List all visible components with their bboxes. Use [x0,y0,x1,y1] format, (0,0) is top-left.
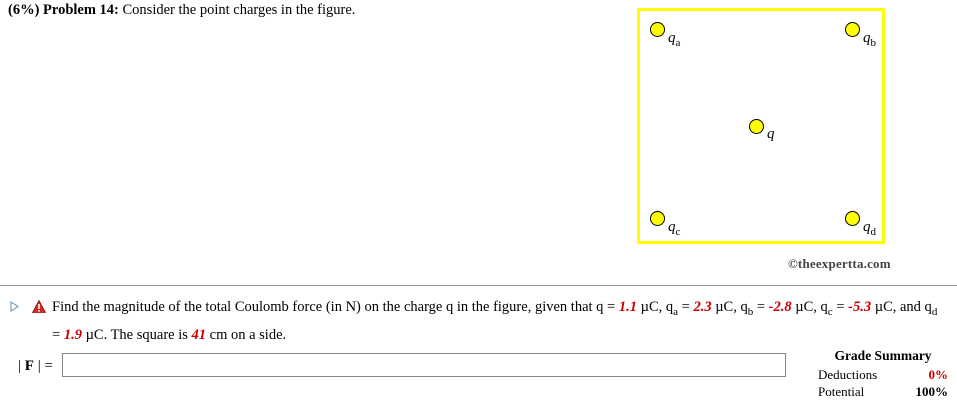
answer-input[interactable] [62,353,786,377]
warning-icon[interactable] [32,300,46,313]
problem-text: Consider the point charges in the figure. [122,2,356,18]
answer-label-symbol: F [24,358,34,374]
grade-row-deductions [818,366,948,383]
value-side: 41 [191,326,207,343]
grade-summary-title: Grade Summary [834,348,932,363]
charge-label-qc: $q_c$ [668,219,681,238]
unit-after-qa: µC, q [711,299,748,315]
charge-dot-qa [650,22,665,37]
value-qc: -5.3 [848,299,872,315]
charge-sub-qc: c [675,226,681,238]
unit-after-qd: µC. The square is [81,326,192,343]
problem-statement [8,2,355,19]
grade-value-deductions: 0% [928,367,948,382]
value-qb: -2.8 [768,299,792,315]
charge-dot-qc [650,211,665,226]
question-lead: Find the magnitude of the total Coulomb force (in N) on the charge q in the figure, given that q = [52,299,619,315]
charge-sub-qa: a [675,37,681,49]
sub-qd: d [931,305,938,318]
grade-key-potential: Potential [818,384,865,399]
answer-label-pre: | [18,358,25,374]
grade-key-deductions: Deductions [818,367,878,382]
unit-after-q: µC, q [636,299,674,315]
question-prompt [52,296,947,347]
charge-label-qb: $q_b$ [863,30,876,49]
play-triangle-icon[interactable] [10,301,19,312]
question-icons [10,300,56,316]
charge-sub-qd: d [870,226,876,238]
sub-qa: a [673,305,679,318]
unit-after-qb: µC, q [791,299,828,315]
problem-points: (6%) [8,2,40,18]
charge-label-qa: $q_a$ [668,30,681,49]
section-divider [0,285,957,286]
sub-qc: c [827,305,833,318]
grade-summary [818,348,948,400]
answer-label-post: | = [33,358,53,374]
eq-qd: = [52,326,64,343]
eq-qc: = [832,299,849,315]
charge-figure [637,8,889,248]
grade-value-potential: 100% [915,384,948,399]
copyright-notice: ©theexpertta.com [788,256,891,271]
problem-label: Problem 14: [43,2,119,18]
sub-qb: b [747,305,754,318]
charge-label-q: q [767,126,775,142]
charge-dot-q [749,119,764,134]
eq-qb: = [753,299,769,315]
unit-after-qc: µC, and q [871,299,932,315]
question-tail: cm on a side. [206,326,287,343]
charge-sub-qb: b [870,37,876,49]
value-qa: 2.3 [693,299,712,315]
value-q: 1.1 [618,299,637,315]
charge-dot-qd [845,211,860,226]
eq-qa: = [678,299,694,315]
charge-label-qd: $q_d$ [863,219,876,238]
charge-dot-qb [845,22,860,37]
value-qd: 1.9 [63,326,82,343]
answer-label [18,358,53,375]
grade-row-potential [818,383,948,400]
